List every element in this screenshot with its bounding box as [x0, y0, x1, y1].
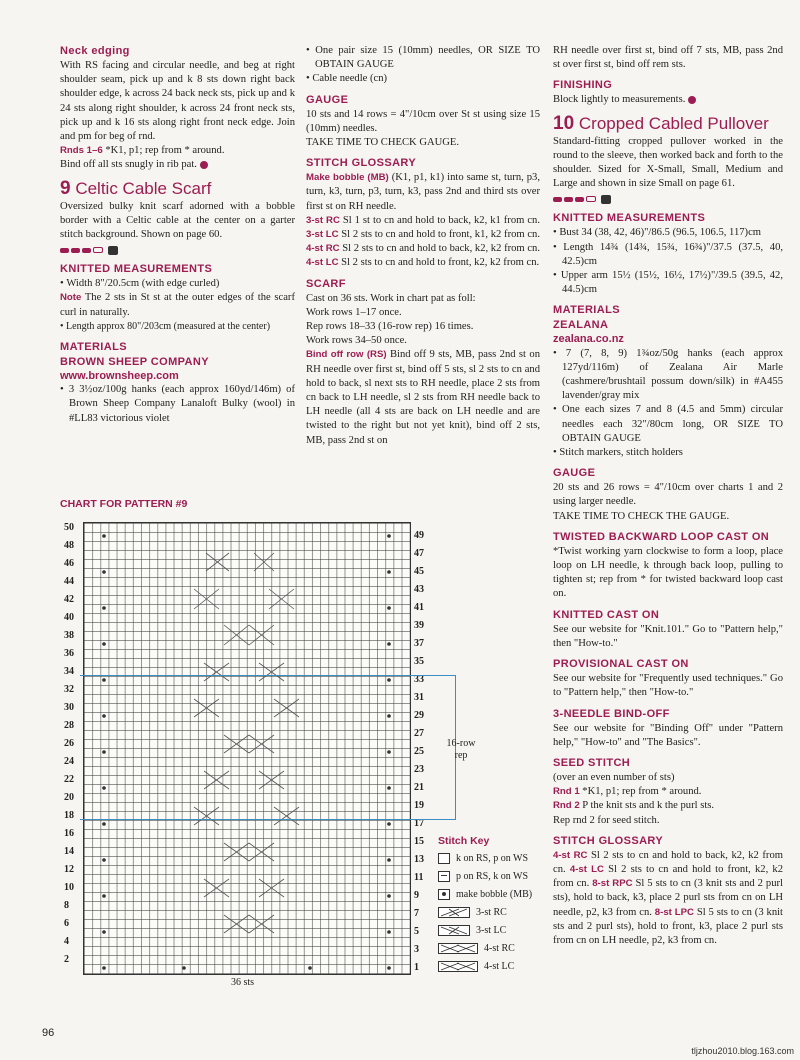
measurement-upper-arm: • Upper arm 15½ (15½, 16½, 17½)"/39.5 (39.5, 42, 44.5)cm: [553, 269, 783, 297]
gauge-check-2: TAKE TIME TO CHECK THE GAUGE.: [553, 510, 730, 522]
key-purl-label: p on RS, k on WS: [456, 871, 529, 882]
row-number: 33: [414, 674, 424, 685]
key-row-4st-lc: [438, 961, 514, 972]
key-row-4st-rc: [438, 943, 515, 954]
provisional-cast-on-text: See our website for "Frequently used techniques." Go to "Pattern help," then "How-to.": [553, 673, 783, 699]
measurements-list: [60, 277, 295, 291]
row-number: 12: [64, 864, 74, 875]
seed-rnd-1-text: *K1, p1; rep from * around.: [579, 786, 702, 798]
key-row-bobble: [438, 889, 532, 900]
provisional-cast-on-title: PROVISIONAL CAST ON: [553, 658, 689, 671]
row-number: 39: [414, 620, 424, 631]
page-number: 96: [42, 1027, 55, 1039]
finishing-line: [553, 93, 783, 107]
row-number: 5: [414, 926, 419, 937]
row-number: 17: [414, 818, 424, 829]
material-markers: • Stitch markers, stitch holders: [553, 446, 783, 460]
row-number: 2: [64, 954, 69, 965]
repeat-line-bottom: [80, 819, 456, 820]
row-number: 23: [414, 764, 424, 775]
scarf-step-3: Rep rows 18–33 (16-row rep) 16 times.: [306, 321, 474, 333]
row-number: 18: [64, 810, 74, 821]
glossary-3st-rc-text: Sl 1 st to cn and hold to back, k2, k1 from cn.: [339, 214, 540, 226]
chart-title: CHART FOR PATTERN #9: [60, 498, 188, 510]
finishing-text: Block lightly to measurements.: [553, 94, 686, 106]
repeat-label-line-1: 16-row: [446, 738, 476, 749]
glossary-bobble-label: Make bobble (MB): [306, 172, 389, 184]
seed-rnd-1-label: Rnd 1: [553, 786, 580, 798]
glossary-2-4st-lc-label: 4-st LC: [569, 863, 604, 875]
measurement-bust: • Bust 34 (38, 42, 46)"/86.5 (96.5, 106.5, 117)cm: [553, 226, 783, 240]
gauge-text: 10 sts and 14 rows = 4"/10cm over St st using size 15 (10mm) needles.: [306, 108, 540, 134]
key-row-purl: [438, 871, 528, 882]
cable-pattern-drawing: [84, 523, 410, 974]
gauge-title: GAUGE: [306, 93, 349, 106]
row-number: 26: [64, 738, 74, 749]
row-number: 14: [64, 846, 74, 857]
row-number: 9: [414, 890, 419, 901]
row-number: 47: [414, 548, 424, 559]
repeat-label: [441, 738, 481, 762]
glossary-4st-rc-label: 4-st RC: [306, 243, 340, 255]
neck-edging-text: With RS facing and circular needle, and beg at right shoulder seam, pick up and k 8 sts down right back shoulder edge, k across 24 back neck sts, pick up and k 24 sts along right shoulder, k across 24 front neck sts, pick up and k 16 sts along right front neck edge. Join and pm for beg of rnd.: [60, 60, 295, 143]
cable-3st-lc-icon: [438, 925, 470, 936]
row-number: 40: [64, 612, 74, 623]
row-number: 7: [414, 908, 419, 919]
material-needles-2: • One each sizes 7 and 8 (4.5 and 5mm) circular needles each 32"/80cm long, OR SIZE TO OBTAIN GAUGE: [553, 403, 783, 446]
row-number: 15: [414, 836, 424, 847]
cable-4st-rc-icon: [438, 943, 478, 954]
knitted-cast-on-title: KNITTED CAST ON: [553, 608, 660, 621]
row-number: 37: [414, 638, 424, 649]
glossary-3st-rc: [306, 214, 540, 271]
glossary-3st-rc-label: 3-st RC: [306, 214, 340, 226]
row-number: 11: [414, 872, 424, 883]
twisted-cast-on-title: TWISTED BACKWARD LOOP CAST ON: [553, 530, 770, 543]
cable-3st-rc-icon: [438, 907, 470, 918]
bind-off-row-label: Bind off row (RS): [306, 349, 387, 361]
row-number: 19: [414, 800, 424, 811]
row-number: 10: [64, 882, 74, 893]
scarf-step-1: Cast on 36 sts. Work in chart pat as foll:: [306, 292, 476, 304]
finishing-title: FINISHING: [553, 79, 613, 92]
watermark-credit: tljzhou2010.blog.163.com: [691, 1046, 794, 1056]
row-number: 29: [414, 710, 424, 721]
material-cable-needle: • Cable needle (cn): [306, 72, 540, 86]
key-row-knit: [438, 853, 528, 864]
row-number: 31: [414, 692, 424, 703]
glossary-2-8st-lpc-label: 8-st LPC: [654, 906, 694, 918]
row-number: 44: [64, 576, 74, 587]
bind-off-line: [60, 158, 295, 172]
glossary-3st-lc-text: Sl 2 sts to cn and hold to front, k1, k2 from cn.: [338, 229, 540, 241]
bobble-symbol-icon: [438, 889, 450, 900]
three-needle-bind-off-title: 3-NEEDLE BIND-OFF: [553, 707, 670, 720]
video-icon: [601, 195, 611, 204]
stitch-count-label: 36 sts: [231, 977, 255, 988]
seed-rnd-1: [553, 785, 783, 799]
note-label: Note: [60, 292, 82, 304]
end-dot-icon: [200, 161, 208, 169]
glossary-2-4st-rc-label: 4-st RC: [553, 849, 588, 861]
glossary-2-8st-rpc-text: Sl 5 sts to cn (3 knit sts and 2 purl sts), hold to back, k3, place 2 purl sts from cn on LH needle, p2, k3 from cn.: [553, 878, 783, 918]
row-number: 45: [414, 566, 424, 577]
row-number: 38: [64, 630, 74, 641]
end-dot-icon: [688, 96, 696, 104]
stitch-glossary-title-2: STITCH GLOSSARY: [553, 834, 664, 847]
measurement-width: • Width 8"/20.5cm (with edge curled): [60, 277, 295, 291]
key-knit-label: k on RS, p on WS: [456, 853, 529, 864]
scarf-title: SCARF: [306, 277, 346, 290]
row-number: 1: [414, 962, 419, 973]
row-number: 32: [64, 684, 74, 695]
row-number: 35: [414, 656, 424, 667]
measurements-list-2: [60, 320, 295, 334]
column-right: [553, 44, 783, 948]
glossary-2-8st-rpc-label: 8-st RPC: [592, 878, 633, 890]
materials-title-2: MATERIALS: [553, 304, 620, 317]
note-text: The 2 sts in St st at the outer edges of the scarf curl in naturally.: [60, 292, 295, 318]
knitted-measurements-title-2: KNITTED MEASUREMENTS: [553, 212, 706, 225]
measurement-note: [60, 291, 295, 319]
row-number: 6: [64, 918, 69, 929]
glossary-4st-rc-text: Sl 2 sts to cn and hold to back, k2, k2 from cn.: [339, 243, 540, 255]
materials-list-2: [553, 347, 783, 461]
materials-company: BROWN SHEEP COMPANY: [60, 356, 209, 369]
pattern-9-description: Oversized bulky knit scarf adorned with a bobble border with a Celtic cable at the center on a garter stitch background. Shown on page 60.: [60, 200, 295, 241]
rnds-text: *K1, p1; rep from * around.: [102, 145, 225, 157]
materials-company-2: ZEALANA: [553, 319, 609, 332]
row-number: 8: [64, 900, 69, 911]
key-4st-lc-label: 4-st LC: [484, 961, 515, 972]
repeat-label-line-2: rep: [454, 750, 468, 761]
glossary-bobble: [306, 171, 540, 214]
glossary-4st-lc-label: 4-st LC: [306, 257, 339, 269]
knitted-measurements-title: KNITTED MEASUREMENTS: [60, 263, 213, 276]
zealana-website-link[interactable]: zealana.co.nz: [553, 333, 624, 346]
key-bobble-label: make bobble (MB): [456, 889, 533, 900]
glossary-bobble-text: (K1, p1, k1) into same st, turn, p3, turn, k3, turn, p3, turn, k3, pass 2nd and third sts over first st on RH needle.: [306, 172, 540, 212]
row-number: 22: [64, 774, 74, 785]
gauge-check: TAKE TIME TO CHECK GAUGE.: [306, 137, 460, 149]
materials-title: MATERIALS: [60, 341, 127, 354]
gauge-text-2: 20 sts and 26 rows = 4"/10cm over charts 1 and 2 using larger needle.: [553, 482, 783, 508]
knitting-chart-grid: [83, 522, 411, 975]
key-4st-rc-label: 4-st RC: [484, 943, 515, 954]
pattern-9-number: 9: [60, 177, 71, 199]
repeat-line-top: [80, 675, 456, 676]
seed-rnd-2-text: P the knit sts and k the purl sts.: [579, 800, 715, 812]
stitch-key-title: Stitch Key: [438, 835, 490, 847]
pattern-10-title: Cropped Cabled Pullover: [578, 113, 769, 133]
row-number: 46: [64, 558, 74, 569]
pattern-10-heading: [553, 114, 783, 133]
row-number: 4: [64, 936, 69, 947]
row-number: 21: [414, 782, 424, 793]
seed-stitch-title: SEED STITCH: [553, 756, 631, 769]
pattern-10-number: 10: [553, 112, 575, 134]
company-website-link[interactable]: www.brownsheep.com: [60, 370, 179, 383]
gauge-title-2: GAUGE: [553, 467, 596, 480]
bind-off-row-text: Bind off 9 sts, MB, pass 2nd st on RH needle over first st, bind off 5 sts, sl 2 sts to cn and hold to back, sl next sts to RH needle, place 2 sts from cn back to LH needle, sl 2 sts from RH needle back to LH needle (all 4 sts are back on LH needle and are twisted to the right but not yet knit), bind off 2 sts, MB, pass 2nd st on: [306, 349, 540, 446]
material-yarn: • 3 3½oz/100g hanks (each approx 160yd/146m) of Brown Sheep Company Lanaloft Bulky (wool) in #LL83 victorious violet: [60, 383, 295, 426]
row-number: 49: [414, 530, 424, 541]
pattern-9-heading: [60, 179, 295, 198]
glossary-2-4st-rc-text: Sl 2 sts to cn and hold to back, k2, k2 from cn.: [553, 849, 783, 875]
key-3st-rc-label: 3-st RC: [476, 907, 507, 918]
material-needles: • One pair size 15 (10mm) needles, OR SIZE TO OBTAIN GAUGE: [306, 44, 540, 72]
skill-level-icon: [553, 193, 783, 205]
row-number: 36: [64, 648, 74, 659]
glossary-2-8st-lpc-text: Sl 5 sts to cn (3 knit sts and 2 purl sts), hold to front, k3, place 2 purl sts from cn on LH needle, p2, k3 from cn.: [553, 906, 783, 946]
scarf-step-2: Work rows 1–17 once.: [306, 306, 402, 318]
row-number: 28: [64, 720, 74, 731]
skill-level-icon: [60, 244, 295, 256]
cable-4st-lc-icon: [438, 961, 478, 972]
row-number: 20: [64, 792, 74, 803]
material-yarn-2: • 7 (7, 8, 9) 1¾oz/50g hanks (each approx 127yd/116m) of Zealana Air Marle (cashmere/brushtail possum down/silk) in #A455 lavender/gray mix: [553, 347, 783, 404]
row-number: 50: [64, 522, 74, 533]
bind-off-continued: RH needle over first st, bind off 7 sts, MB, pass 2nd st over first st, bind off rem sts.: [553, 45, 783, 71]
seed-stitch-note: (over an even number of sts): [553, 771, 675, 783]
stitch-glossary-title: STITCH GLOSSARY: [306, 157, 417, 170]
key-row-3st-rc: [438, 907, 507, 918]
knit-symbol-icon: [438, 853, 450, 864]
row-number: 24: [64, 756, 74, 767]
pattern-10-description: Standard-fitting cropped pullover worked in the round to the sleeve, then worked back and forth to the shoulder. Sized for X-Small, Small, Medium and Large and shown in size Small on page 61.: [553, 135, 783, 190]
neck-edging-title: Neck edging: [60, 45, 130, 57]
materials-list-cont: [306, 44, 540, 87]
pattern-9-title: Celtic Cable Scarf: [75, 178, 212, 198]
materials-list: [60, 383, 295, 426]
scarf-step-4: Work rows 34–50 once.: [306, 335, 407, 347]
glossary-2-entries: [553, 849, 783, 948]
purl-symbol-icon: [438, 871, 450, 882]
rnds-label: Rnds 1–6: [60, 145, 103, 157]
glossary-3st-lc-label: 3-st LC: [306, 229, 339, 241]
three-needle-bind-off-text: See our website for "Binding Off" under "Pattern help," "How-to" and "The Basics".: [553, 722, 783, 748]
row-number: 41: [414, 602, 424, 613]
glossary-2-4st-lc-text: Sl 2 sts to cn and hold to front, k2, k2 from cn.: [553, 863, 784, 890]
row-number: 34: [64, 666, 74, 677]
row-number: 3: [414, 944, 419, 955]
bind-off-text: Bind off all sts snugly in rib pat.: [60, 159, 197, 171]
row-number: 13: [414, 854, 424, 865]
video-icon: [108, 246, 118, 255]
bind-off-row: [306, 348, 540, 447]
row-number: 30: [64, 702, 74, 713]
measurement-length-2: • Length 14¾ (14¾, 15¾, 16¾)"/37.5 (37.5, 40, 42.5)cm: [553, 241, 783, 269]
key-3st-lc-label: 3-st LC: [476, 925, 507, 936]
row-number: 25: [414, 746, 424, 757]
seed-rnd-2: [553, 799, 783, 813]
column-middle: [306, 44, 540, 448]
twisted-cast-on-text: *Twist working yarn clockwise to form a loop, place loop on LH needle, k through back loop, pulling to tighten st; rep from * for twisted backward loop cast on.: [553, 545, 783, 600]
rnds-instruction: [60, 144, 295, 158]
knitted-cast-on-text: See our website for "Knit.101." Go to "Pattern help," then "How-to.": [553, 623, 783, 649]
key-row-3st-lc: [438, 925, 506, 936]
row-number: 27: [414, 728, 424, 739]
seed-repeat: Rep rnd 2 for seed stitch.: [553, 814, 660, 826]
row-number: 43: [414, 584, 424, 595]
seed-rnd-2-label: Rnd 2: [553, 800, 580, 812]
row-number: 16: [64, 828, 74, 839]
row-number: 42: [64, 594, 74, 605]
measurements-list-2: [553, 226, 783, 297]
column-left: [60, 44, 295, 426]
glossary-4st-lc-text: Sl 2 sts to cn and hold to front, k2, k2 from cn.: [338, 257, 540, 269]
row-number: 48: [64, 540, 74, 551]
measurement-length: • Length approx 80"/203cm (measured at the center): [60, 320, 295, 334]
